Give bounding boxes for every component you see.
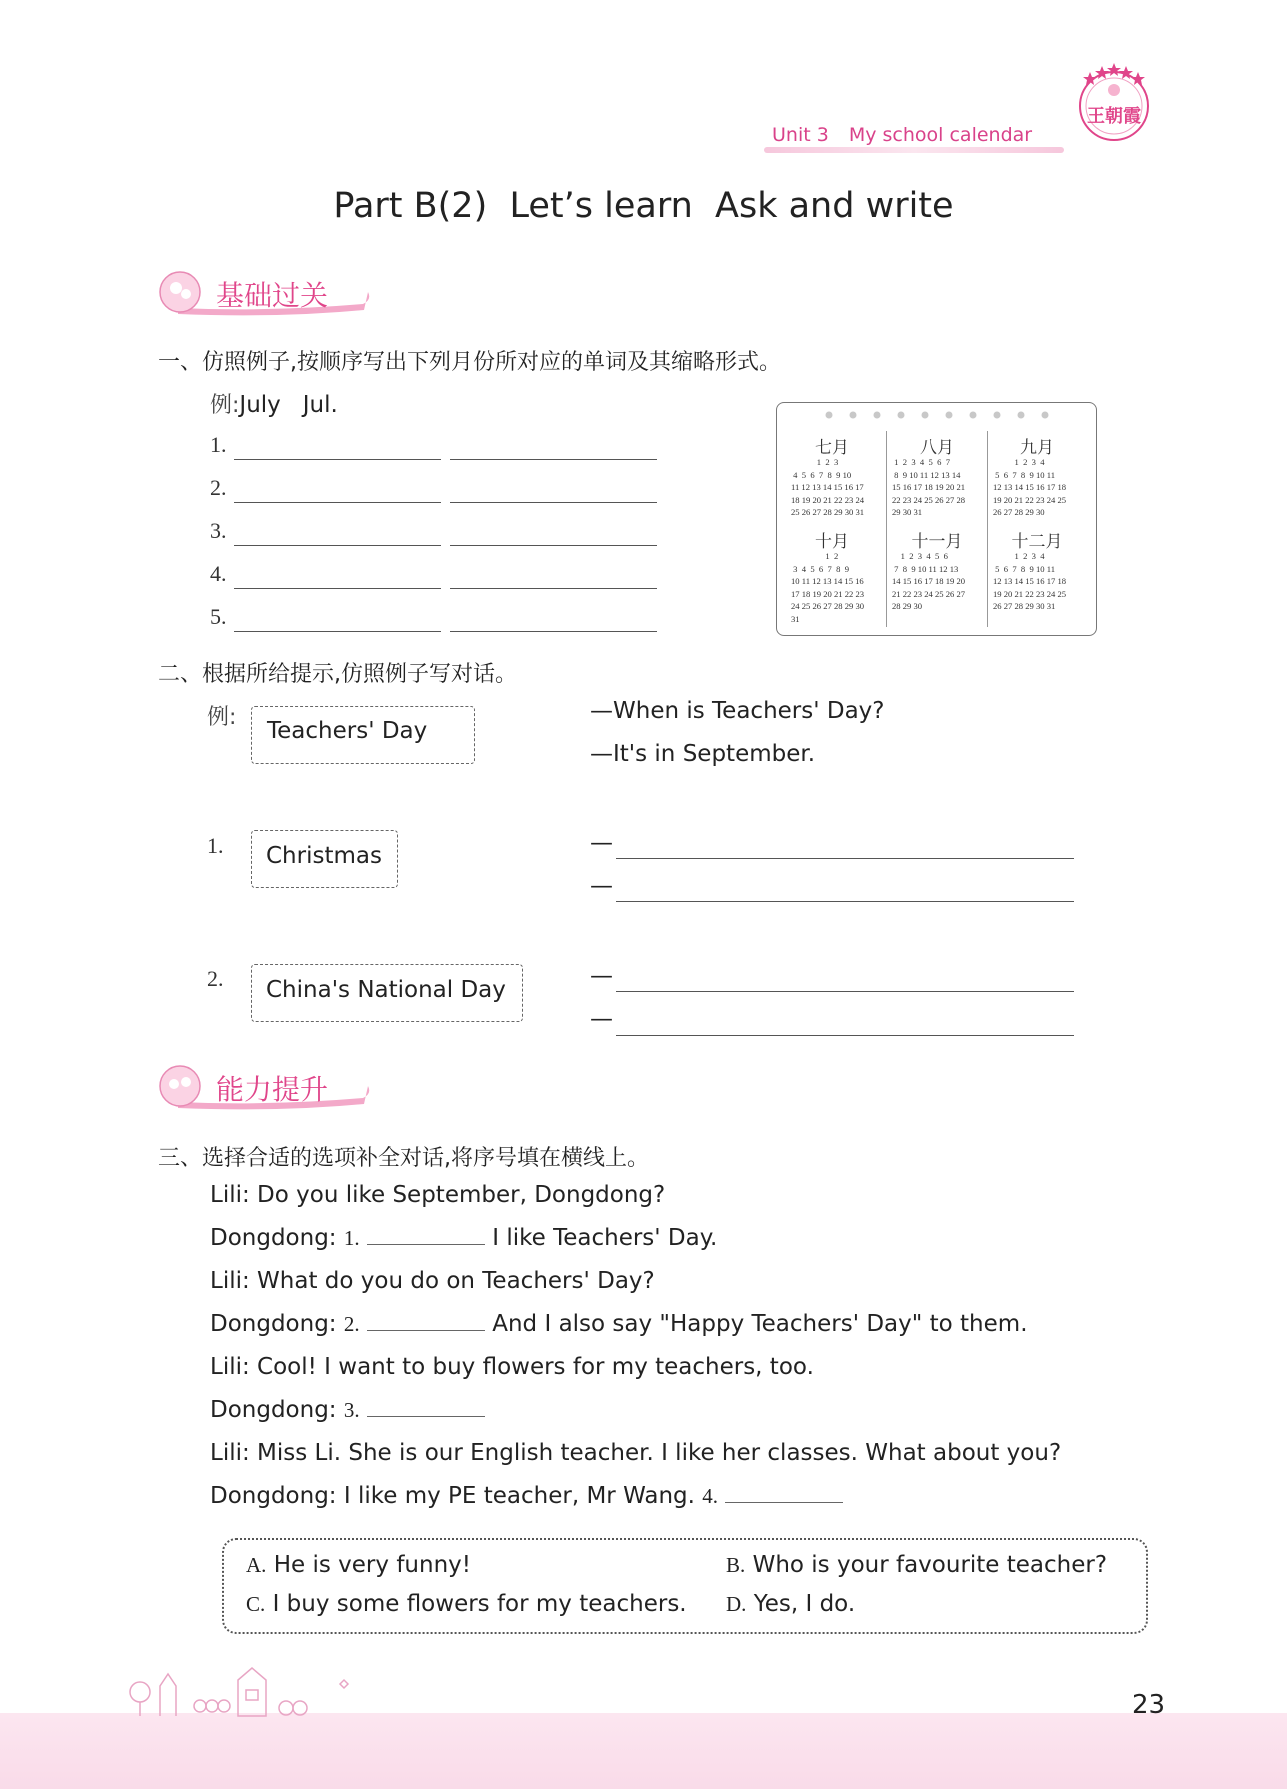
dialog-line-4 (210, 1311, 1028, 1337)
calendar-days-nov: 1 2 3 4 5 6 7 8 9 10 11 12 13 14 15 16 17 18 19 20 21 22 23 24 25 26 27 28 29 30 (892, 551, 966, 611)
dialog-blank-3[interactable] (367, 1415, 485, 1417)
option-letter: C. (246, 1592, 266, 1616)
q1-item-3-blank-word[interactable] (234, 545, 441, 546)
dialog-line-3 (210, 1268, 655, 1294)
brand-logo (1074, 60, 1154, 148)
q2-item-1-box-text: Christmas (266, 843, 382, 869)
calendar-days-sep: 1 2 3 4 5 6 7 8 9 10 11 12 13 14 15 16 17 18 19 20 21 22 23 24 25 26 27 28 29 30 (993, 457, 1067, 517)
option-text: I buy some flowers for my teachers. (272, 1591, 687, 1617)
q1-item-3-blank-abbr[interactable] (450, 545, 657, 546)
option-d (726, 1591, 855, 1617)
calendar-rings-icon (777, 405, 1096, 425)
dialog-text: Miss Li. She is our English teacher. I like her classes. What about you? (257, 1440, 1062, 1466)
q1-item-1-blank-word[interactable] (234, 459, 441, 460)
calendar-month-oct: 十月 (815, 532, 849, 552)
section-title-advanced: 能力提升 (216, 1073, 329, 1106)
option-b (726, 1552, 1107, 1578)
option-a (246, 1552, 471, 1578)
dialog-line-5 (210, 1354, 814, 1380)
dialog-speaker: Dongdong: (210, 1397, 337, 1423)
header-underline (764, 147, 1064, 153)
q1-item-1-blank-abbr[interactable] (450, 459, 657, 460)
q2-instruction: 二、根据所给提示,仿照例子写对话。 (158, 662, 517, 687)
q2-example-answer: —It's in September. (590, 741, 816, 767)
q2-item-1-num: 1. (207, 833, 224, 858)
dialog-line-7 (210, 1440, 1061, 1466)
page-title: Part B(2) Let’s learn Ask and write (333, 186, 954, 226)
dialog-speaker: Dongdong: (210, 1483, 337, 1509)
q1-item-2-num: 2. (210, 475, 227, 500)
q2-item-2-num: 2. (207, 966, 224, 991)
calendar-month-dec: 十二月 (1011, 532, 1063, 552)
option-text: Yes, I do. (753, 1591, 856, 1617)
q1-item-5-blank-word[interactable] (234, 631, 441, 632)
q1-item-4-blank-abbr[interactable] (450, 588, 657, 589)
q2-example-prefix: 例: (207, 705, 237, 730)
calendar-days-oct: 1 2 3 4 5 6 7 8 9 10 11 12 13 14 15 16 17 18 19 20 21 22 23 24 25 26 27 28 29 30 31 (791, 551, 865, 624)
calendar-days-dec: 1 2 3 4 5 6 7 8 9 10 11 12 13 14 15 16 17 18 19 20 21 22 23 24 25 26 27 28 29 30 31 (993, 551, 1067, 611)
q1-item-3-num: 3. (210, 518, 227, 543)
option-text: He is very funny! (273, 1552, 471, 1578)
dialog-speaker: Dongdong: (210, 1311, 337, 1337)
dialog-speaker: Lili: (210, 1182, 250, 1208)
dialog-blank-1[interactable] (367, 1243, 485, 1245)
dialog-speaker: Lili: (210, 1268, 250, 1294)
option-letter: A. (246, 1553, 267, 1577)
page-number: 23 (1132, 1690, 1166, 1720)
dialog-speaker: Lili: (210, 1440, 250, 1466)
q1-item-1-num: 1. (210, 432, 227, 457)
brand-text: 王朝霞 (1087, 106, 1141, 127)
q2-item-1-dash-q: — (590, 830, 613, 856)
q2-item-2-box-text: China's National Day (266, 977, 506, 1003)
q2-item-1-blank-a[interactable] (616, 901, 1074, 902)
q1-item-5-blank-abbr[interactable] (450, 631, 657, 632)
dialog-blank-num: 1. (343, 1226, 360, 1250)
calendar-month-jul: 七月 (815, 438, 849, 458)
dialog-line-1 (210, 1182, 665, 1208)
section-title-basic: 基础过关 (216, 279, 329, 312)
dialog-text: Do you like September, Dongdong? (257, 1182, 666, 1208)
dialog-blank-4[interactable] (725, 1501, 843, 1503)
q1-item-2-blank-word[interactable] (234, 502, 441, 503)
dialog-blank-num: 3. (343, 1398, 360, 1422)
q1-item-4-num: 4. (210, 561, 227, 586)
options-box (222, 1538, 1148, 1634)
dialog-blank-num: 4. (702, 1484, 718, 1508)
q2-item-2-dash-q: — (590, 963, 613, 989)
dialog-line-6 (210, 1397, 485, 1423)
q3-instruction: 三、选择合适的选项补全对话,将序号填在横线上。 (158, 1146, 649, 1171)
calendar-days-jul: 1 2 3 4 5 6 7 8 9 10 11 12 13 14 15 16 17 18 19 20 21 22 23 24 25 26 27 28 29 30 31 (791, 457, 865, 517)
option-text: Who is your favourite teacher? (752, 1552, 1108, 1578)
dialog-text: I like Teachers' Day. (492, 1225, 718, 1251)
q1-item-4-blank-word[interactable] (234, 588, 441, 589)
q2-example-box-text: Teachers' Day (267, 718, 428, 744)
dialog-speaker: Dongdong: (210, 1225, 337, 1251)
calendar-month-aug: 八月 (920, 438, 954, 458)
q2-item-2-dash-a: — (590, 1006, 613, 1032)
footer-band (0, 1713, 1287, 1789)
q2-item-2-blank-a[interactable] (616, 1035, 1074, 1036)
option-letter: B. (726, 1553, 746, 1577)
unit-title: My school calendar (848, 124, 1033, 146)
dialog-blank-2[interactable] (367, 1329, 485, 1331)
footer-town-illustration-icon (120, 1650, 380, 1720)
example-text: July Jul. (239, 392, 338, 418)
q1-instruction: 一、仿照例子,按顺序写出下列月份所对应的单词及其缩略形式。 (158, 350, 781, 375)
q2-example-question: —When is Teachers' Day? (590, 698, 885, 724)
q2-item-1-blank-q[interactable] (616, 858, 1074, 859)
calendar-card (776, 402, 1097, 636)
q2-item-2-blank-q[interactable] (616, 991, 1074, 992)
calendar-month-nov: 十一月 (911, 532, 963, 552)
q2-item-1-dash-a: — (590, 873, 613, 899)
dialog-text: I like my PE teacher, Mr Wang. (343, 1483, 695, 1509)
dialog-line-8 (210, 1483, 843, 1509)
section-badge-basic (158, 270, 373, 316)
unit-label: Unit 3 (772, 124, 829, 146)
dialog-text: What do you do on Teachers' Day? (257, 1268, 655, 1294)
calendar-days-aug: 1 2 3 4 5 6 7 8 9 10 11 12 13 14 15 16 17 18 19 20 21 22 23 24 25 26 27 28 29 30 31 (892, 457, 966, 517)
q1-item-2-blank-abbr[interactable] (450, 502, 657, 503)
q1-item-5-num: 5. (210, 604, 227, 629)
option-letter: D. (726, 1592, 747, 1616)
dialog-text: And I also say "Happy Teachers' Day" to them. (492, 1311, 1028, 1337)
dialog-line-2 (210, 1225, 717, 1251)
example-prefix: 例: (210, 393, 240, 418)
dialog-speaker: Lili: (210, 1354, 250, 1380)
dialog-text: Cool! I want to buy flowers for my teachers, too. (257, 1354, 814, 1380)
dialog-blank-num: 2. (343, 1312, 360, 1336)
header-unit (772, 124, 1032, 146)
q1-example (210, 388, 338, 419)
option-c (246, 1591, 687, 1617)
calendar-month-sep: 九月 (1020, 438, 1054, 458)
section-badge-advanced (158, 1064, 373, 1110)
